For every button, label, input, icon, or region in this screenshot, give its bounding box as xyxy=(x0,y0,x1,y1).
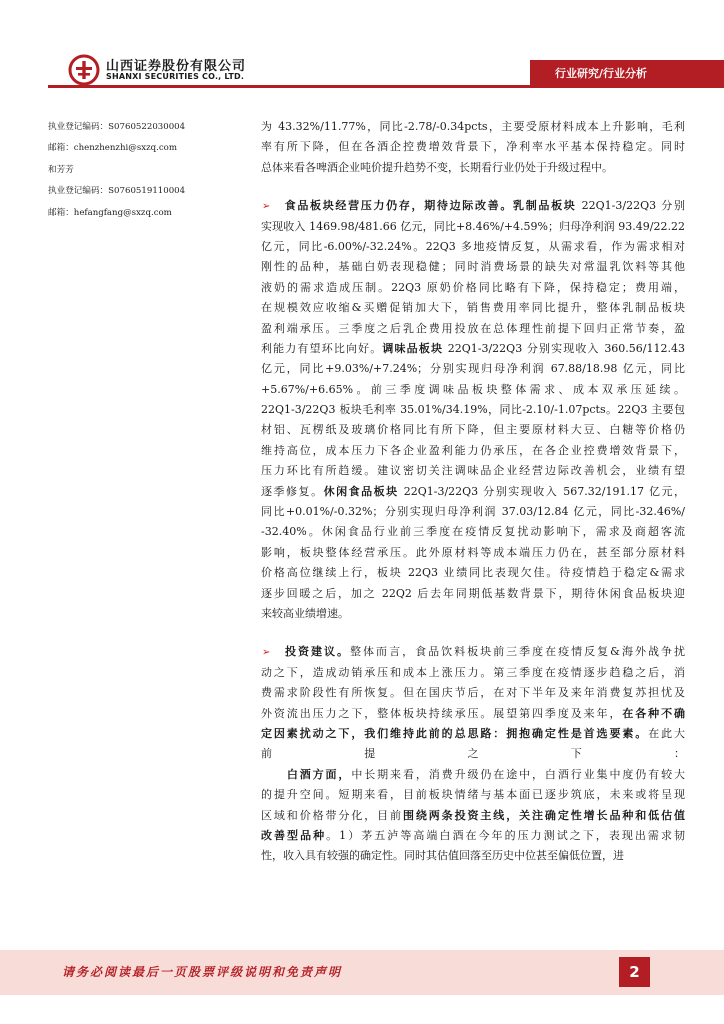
text-line xyxy=(261,785,685,805)
text-line xyxy=(261,543,685,563)
text-segment: 率有所下降，但在各酒企控费增效背景下，净利率水平基本保持稳定。同时 xyxy=(261,140,685,154)
text-line xyxy=(261,502,685,522)
text-line xyxy=(261,237,685,257)
text-line xyxy=(261,806,685,826)
text-line xyxy=(261,744,685,764)
report-body xyxy=(261,117,685,867)
company-name-cn: 山西证券股份有限公司 xyxy=(106,59,247,74)
bold-text: 调味品板块 xyxy=(382,341,444,355)
text-segment: 性，收入具有较强的确定性。同时其估值回落至历史中位甚至偏低位置，进 xyxy=(261,849,624,863)
text-segment xyxy=(261,768,287,781)
text-segment: 亿元，同比+9.03%/+7.24%；分别实现归母净利润 67.88/18.98 亿元，同比 xyxy=(261,362,685,376)
disclaimer-notice: 请务必阅读最后一页股票评级说明和免责声明 xyxy=(62,965,343,979)
page-number: 2 xyxy=(619,957,650,987)
text-segment: 22Q1-3/22Q3 分别 xyxy=(576,199,685,213)
text-line xyxy=(261,563,685,583)
bold-text: 改善型品种 xyxy=(261,828,327,842)
text-line xyxy=(261,319,685,339)
text-line xyxy=(261,724,685,744)
text-segment: +5.67%/+6.65%。前三季度调味品板块整体需求、成本双承压延续。 xyxy=(261,382,685,396)
text-line xyxy=(261,158,685,178)
text-line xyxy=(261,765,685,785)
text-line xyxy=(261,482,685,502)
text-segment: 。1）茅五泸等高端白酒在今年的压力测试之下，表现出需求韧 xyxy=(326,828,685,842)
text-segment: 22Q1-3/22Q3 分别实现收入 567.32/191.17 亿元， xyxy=(398,484,686,498)
text-segment: 逐步回暖之后，加之 22Q2 后去年同期低基数背景下，期待休闲食品板块迎 xyxy=(261,586,685,600)
text-segment: 动之下，造成动销承压和成本上涨压力。第三季度在疫情逐步趋稳之后，消 xyxy=(261,665,685,679)
bullet-arrow-icon: ➢ xyxy=(262,201,271,213)
text-segment: 价格高位继续上行，板块 22Q3 业绩同比表现欠佳。待疫情趋于稳定&需求 xyxy=(261,566,685,580)
text-segment: 前提之下： xyxy=(261,747,685,761)
paragraph-food xyxy=(261,196,685,624)
analyst-email-1: 邮箱：chenzhenzhi@sxzq.com xyxy=(48,143,177,154)
paragraph-beer xyxy=(261,117,685,178)
text-segment: 的提升空间。短期来看，目前板块情绪与基本面已逐步筑底，未来或将呈现 xyxy=(261,788,685,802)
text-line xyxy=(261,683,685,703)
text-segment: 费需求阶段性有所恢复。但在国庆节后，在对下半年及来年消费复苏担忧及 xyxy=(261,686,685,700)
text-segment: 外资流出压力之下，整体板块持续承压。展望第四季度及来年， xyxy=(261,706,623,720)
text-segment: 同比+0.01%/-0.32%；分别实现归母净利润 37.03/12.84 亿元，同比-32.46%/ xyxy=(261,505,685,519)
text-segment: 在此大 xyxy=(648,726,685,740)
text-line xyxy=(261,257,685,277)
text-line xyxy=(261,117,685,137)
text-segment: 22Q1-3/22Q3 板块毛利率 35.01%/34.19%，同比-2.10/-1.07pcts。22Q3 主要包 xyxy=(261,403,685,417)
text-segment: 在规模效应收缩&买赠促销加大下，销售费用率同比提升，整体乳制品板块 xyxy=(261,301,685,315)
text-line xyxy=(261,642,685,662)
text-line xyxy=(261,359,685,379)
text-line xyxy=(261,461,685,481)
text-line xyxy=(261,339,685,359)
header-divider xyxy=(48,85,724,88)
text-line xyxy=(261,298,685,318)
text-segment: 压力环比有所趋缓。建议密切关注调味品企业经营边际改善机会，业绩有望 xyxy=(261,464,685,478)
bold-text: 休闲食品板块 xyxy=(323,484,399,498)
text-line xyxy=(261,522,685,542)
text-line xyxy=(261,846,685,866)
company-logo-icon xyxy=(68,54,100,86)
text-segment: 为 43.32%/11.77%，同比-2.78/-0.34pcts，主要受原材料成本上升影响，毛利 xyxy=(261,120,685,133)
company-name-en: SHANXI SECURITIES CO., LTD. xyxy=(106,72,245,81)
text-segment: 逐季修复。 xyxy=(261,484,324,498)
text-segment: 亿元，同比-6.00%/-32.24%。22Q3 多地疫情反复，从需求看，作为需求相对 xyxy=(261,239,685,253)
analyst-info xyxy=(48,117,258,224)
text-segment: 盈利端承压。三季度之后乳企费用投放在总体理性前提下回归正常节奏，盈 xyxy=(261,321,685,335)
text-segment: 总体来看各啤酒企业吨价提升趋势不变，长期看行业仍处于升级过程中。 xyxy=(261,160,613,174)
text-segment: 区域和价格带分化，目前 xyxy=(261,808,403,822)
bold-text: 投资建议。 xyxy=(283,645,351,659)
text-segment: -32.40%。休闲食品行业前三季度在疫情反复扰动影响下，需求及商超客流 xyxy=(261,525,685,539)
bold-text: 食品板块经营压力仍存，期待边际改善。乳制品板块 xyxy=(283,199,577,213)
bold-text: 白酒方面， xyxy=(286,767,352,781)
text-line xyxy=(261,420,685,440)
text-line xyxy=(261,278,685,298)
text-line xyxy=(261,137,685,157)
text-segment: 22Q1-3/22Q3 分别实现收入 360.56/112.43 xyxy=(443,341,685,355)
text-line xyxy=(261,400,685,420)
text-line xyxy=(261,584,685,604)
analyst-registration-2: 执业登记编码：S0760519110004 xyxy=(48,186,186,197)
text-segment: 利能力有望环比向好。 xyxy=(261,341,383,355)
bold-text: 在各种不确 xyxy=(622,706,685,720)
text-line xyxy=(261,196,685,216)
text-segment: 液奶的需求造成压制。22Q3 原奶价格同比略有下降，保持稳定；费用端， xyxy=(261,280,685,294)
text-line xyxy=(261,704,685,724)
text-line xyxy=(261,663,685,683)
bullet-arrow-icon: ➢ xyxy=(262,647,271,659)
text-segment: 影响，板块整体经营承压。此外原材料等成本端压力仍在，甚至部分原材料 xyxy=(261,545,685,559)
text-line xyxy=(261,380,685,400)
text-line xyxy=(261,604,685,624)
report-type-label: 行业研究/行业分析 xyxy=(555,67,648,80)
text-line xyxy=(261,826,685,846)
bold-text: 围绕两条投资主线，关注确定性增长品种和低估值 xyxy=(402,808,685,822)
analyst-name-2: 和芳芳 xyxy=(48,164,74,175)
text-line xyxy=(261,441,685,461)
text-segment: 维持高位，成本压力下各企业盈利能力仍承压，在各企业控费增效背景下， xyxy=(261,443,685,457)
text-segment: 整体而言，食品饮料板块前三季度在疫情反复&海外战争扰 xyxy=(350,645,686,659)
text-segment: 实现收入 1469.98/481.66 亿元，同比+8.46%/+4.59%；归母净利润 93.49/22.22 xyxy=(261,219,685,233)
analyst-email-2: 邮箱：hefangfang@sxzq.com xyxy=(48,207,172,218)
analyst-registration-1: 执业登记编码：S0760522030004 xyxy=(48,122,186,132)
text-segment: 中长期来看，消费升级仍在途中，白酒行业集中度仍有较大 xyxy=(351,767,685,781)
bold-text: 定因素扰动之下，我们维持此前的总思路：拥抱确定性是首选要素。 xyxy=(261,726,649,740)
text-segment: 来较高业绩增速。 xyxy=(261,606,349,620)
paragraph-investment xyxy=(261,642,685,866)
text-line xyxy=(261,217,685,237)
text-segment: 材铝、瓦楞纸及玻璃价格同比有所下降，但主要原材料大豆、白糖等价格仍 xyxy=(261,423,685,437)
text-segment: 刚性的品种，基础白奶表现稳健；同时消费场景的缺失对常温乳饮料等其他 xyxy=(261,260,685,274)
